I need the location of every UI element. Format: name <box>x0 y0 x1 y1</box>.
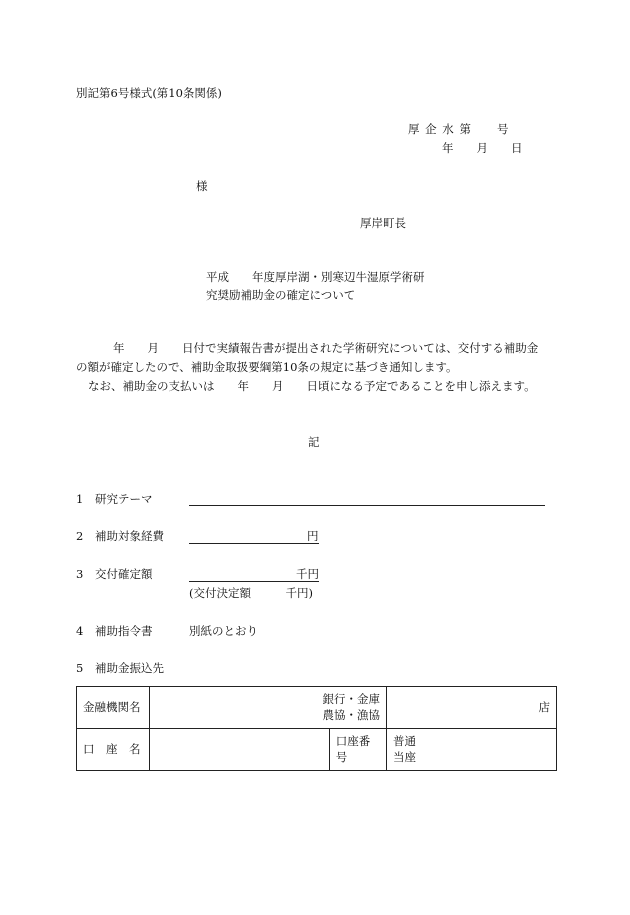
item-3-label: 交付確定額 <box>95 567 153 581</box>
account-name-label: 口 座 名 <box>77 729 150 771</box>
bank-types-line-2: 農協・漁協 <box>322 707 380 722</box>
bank-name-cell <box>150 687 387 729</box>
item-3-number: 3 <box>76 567 84 581</box>
item-3-note: (交付決定額 千円) <box>189 586 313 600</box>
item-3-unit: 千円 <box>296 567 319 581</box>
account-number-label: 口座番号 <box>329 729 386 771</box>
branch-suffix: 店 <box>538 699 550 714</box>
account-type-line-2: 当座 <box>393 749 416 764</box>
confirmed-amount-line <box>189 581 319 582</box>
item-2-number: 2 <box>76 529 84 543</box>
body-line-2: の額が確定したので、補助金取扱要綱第10条の規定に基づき通知します。 <box>76 360 458 374</box>
subject-line-2: 究奨励補助金の確定について <box>206 288 356 302</box>
item-5-label: 補助金振込先 <box>95 661 164 675</box>
subsidy-expense-line <box>189 543 319 544</box>
item-5-number: 5 <box>76 661 84 675</box>
table-row <box>77 687 557 729</box>
item-1-number: 1 <box>76 492 84 506</box>
sender-name: 厚岸町長 <box>360 216 406 230</box>
item-1-label: 研究テーマ <box>95 492 153 506</box>
table-row <box>77 729 557 771</box>
account-name-value <box>150 729 330 771</box>
item-4-number: 4 <box>76 624 84 638</box>
body-line-3: なお、補助金の支払いは 年 月 日頃になる予定であることを申し添えます。 <box>88 379 536 393</box>
item-4-value: 別紙のとおり <box>189 624 258 638</box>
ki-heading: 記 <box>308 435 320 449</box>
item-2-label: 補助対象経費 <box>95 529 164 543</box>
bank-types-line-1: 銀行・金庫 <box>322 691 380 706</box>
document-date: 年 月 日 <box>442 141 523 155</box>
branch-cell <box>387 687 557 729</box>
institution-label: 金融機関名 <box>77 687 150 729</box>
account-type-cell <box>387 729 557 771</box>
item-4-label: 補助指令書 <box>95 624 153 638</box>
form-title: 別記第6号様式(第10条関係) <box>76 86 222 100</box>
subject-line-1: 平成 年度厚岸湖・別寒辺牛湿原学術研 <box>206 270 425 284</box>
item-2-unit: 円 <box>307 529 319 543</box>
addressee-suffix: 様 <box>196 179 208 193</box>
bank-account-table <box>76 686 557 771</box>
account-type-line-1: 普通 <box>393 733 416 748</box>
document-number: 厚 企 水 第 号 <box>408 122 510 136</box>
body-line-1: 年 月 日付で実績報告書が提出された学術研究については、交付する補助金 <box>113 341 539 355</box>
research-theme-line <box>189 505 545 506</box>
